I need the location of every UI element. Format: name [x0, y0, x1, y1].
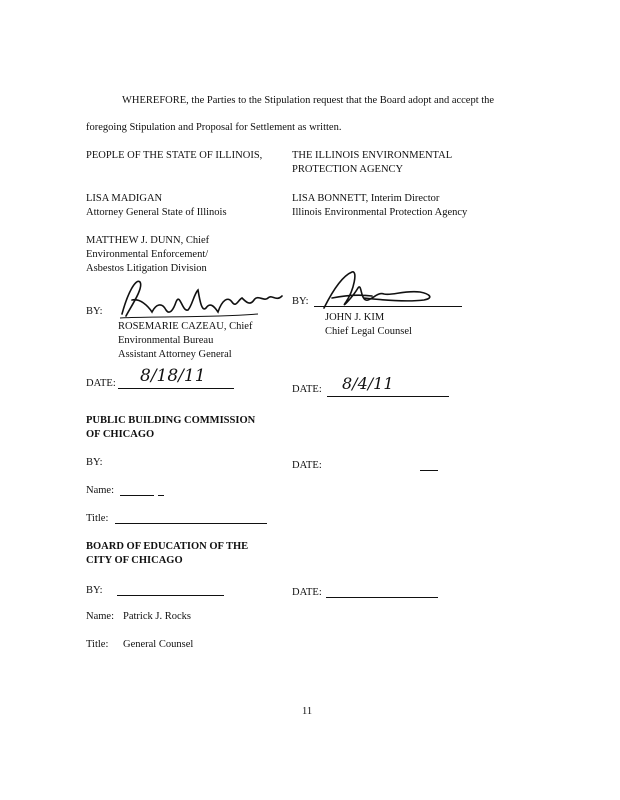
people-date-label: DATE:	[86, 378, 116, 389]
pbc-date-label: DATE:	[292, 460, 322, 471]
pbc-title-label: Title:	[86, 513, 109, 524]
pbc-date-line	[420, 470, 438, 471]
chief-name: MATTHEW J. DUNN, Chief	[86, 235, 210, 246]
page-number: 11	[302, 706, 313, 717]
people-title: PEOPLE OF THE STATE OF ILLINOIS,	[86, 150, 263, 161]
people-signer-name: ROSEMARIE CAZEAU, Chief	[118, 321, 253, 332]
people-by-label: BY:	[86, 306, 103, 317]
boe-by-line	[117, 595, 224, 596]
pbc-title-line	[115, 523, 267, 524]
ag-title: Attorney General State of Illinois	[86, 207, 227, 218]
boe-title-value: General Counsel	[123, 639, 194, 650]
pbc-name-line	[120, 495, 154, 496]
agency-date-value: 8/4/11	[342, 374, 394, 393]
boe-date-label: DATE:	[292, 587, 322, 598]
people-signer-bureau: Environmental Bureau	[118, 335, 214, 346]
chief-division-1: Environmental Enforcement/	[86, 249, 209, 260]
boe-name-label: Name:	[86, 611, 114, 622]
ag-name: LISA MADIGAN	[86, 193, 163, 204]
director-name: LISA BONNETT, Interim Director	[292, 193, 440, 204]
pbc-name-line-2	[158, 495, 164, 496]
pbc-by-label: BY:	[86, 457, 103, 468]
people-date-value: 8/18/11	[140, 366, 206, 386]
boe-date-line	[326, 597, 438, 598]
boe-title-2: CITY OF CHICAGO	[86, 555, 183, 566]
intro-line-2: foregoing Stipulation and Proposal for Settlement as written.	[86, 122, 342, 133]
pbc-title-1: PUBLIC BUILDING COMMISSION	[86, 415, 256, 426]
people-signer-title: Assistant Attorney General	[118, 349, 232, 360]
pbc-title-2: OF CHICAGO	[86, 429, 155, 440]
agency-date-line	[327, 396, 449, 397]
cazeau-signature	[118, 272, 288, 328]
intro-line-1: WHEREFORE, the Parties to the Stipulation request that the Board adopt and accept the	[122, 95, 495, 106]
boe-name-value: Patrick J. Rocks	[123, 611, 191, 622]
agency-by-label: BY:	[292, 296, 309, 307]
people-date-line	[118, 388, 234, 389]
boe-title-label: Title:	[86, 639, 109, 650]
boe-by-label: BY:	[86, 585, 103, 596]
agency-signer-title: Chief Legal Counsel	[325, 326, 412, 337]
agency-date-label: DATE:	[292, 384, 322, 395]
agency-title-1: THE ILLINOIS ENVIRONMENTAL	[292, 150, 453, 161]
agency-signer-name: JOHN J. KIM	[325, 312, 385, 323]
agency-title-2: PROTECTION AGENCY	[292, 164, 404, 175]
pbc-name-label: Name:	[86, 485, 114, 496]
director-title: Illinois Environmental Protection Agency	[292, 207, 468, 218]
chief-division-2: Asbestos Litigation Division	[86, 263, 207, 274]
boe-title-1: BOARD OF EDUCATION OF THE	[86, 541, 249, 552]
